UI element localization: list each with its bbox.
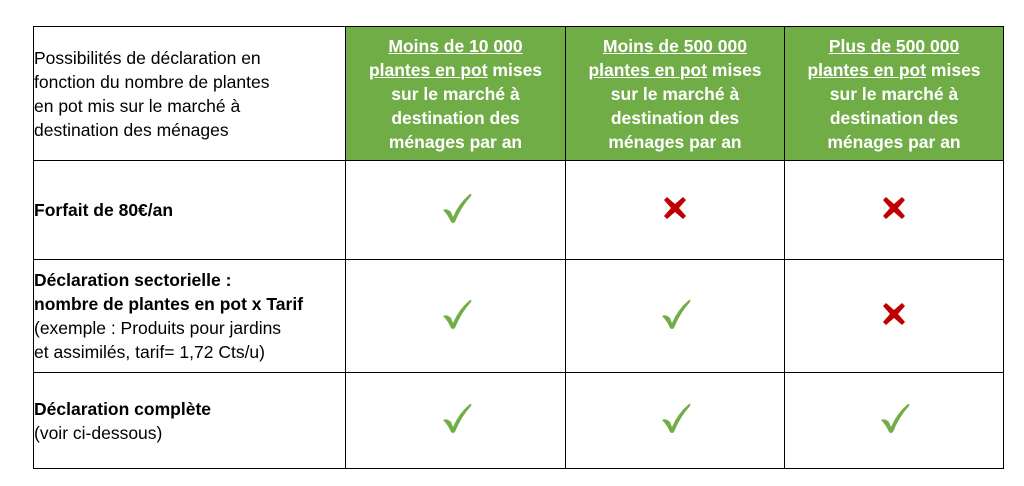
check-icon bbox=[439, 401, 473, 440]
row-label-note: (voir ci-dessous) bbox=[34, 422, 163, 443]
table-row bbox=[34, 260, 1004, 373]
row-label-bold: Déclaration complète bbox=[34, 398, 211, 419]
column-header-under-10000 bbox=[346, 27, 566, 161]
header-line: Moins de 10 000 bbox=[388, 35, 523, 56]
corner-line: en pot mis sur le marché à bbox=[34, 95, 241, 116]
header-line: sur le marché à bbox=[829, 83, 959, 104]
cell-mark bbox=[346, 161, 566, 260]
corner-line: fonction du nombre de plantes bbox=[34, 71, 270, 92]
cell-mark bbox=[566, 260, 785, 373]
column-header-under-500000 bbox=[566, 27, 785, 161]
header-line: plantes en pot bbox=[588, 59, 708, 80]
row-label-sectorielle bbox=[34, 260, 346, 373]
cell-mark bbox=[566, 161, 785, 260]
header-line: mises bbox=[487, 59, 543, 80]
check-icon bbox=[439, 297, 473, 336]
cell-mark bbox=[566, 373, 785, 469]
row-label-bold: nombre de plantes en pot x Tarif bbox=[34, 294, 304, 314]
header-line: destination des bbox=[391, 107, 520, 128]
row-label-complete bbox=[34, 373, 346, 469]
check-icon bbox=[658, 297, 692, 336]
header-line: sur le marché à bbox=[610, 83, 740, 104]
header-line: sur le marché à bbox=[391, 83, 520, 104]
declaration-table bbox=[33, 26, 1004, 469]
header-line: plantes en pot bbox=[807, 59, 927, 80]
check-icon bbox=[877, 401, 911, 440]
cell-mark bbox=[785, 260, 1004, 373]
header-row bbox=[34, 27, 1004, 161]
corner-description bbox=[34, 27, 346, 161]
header-line: plantes en pot bbox=[368, 59, 488, 80]
row-label-bold: Forfait de 80€/an bbox=[34, 200, 174, 220]
header-line: mises bbox=[707, 59, 762, 80]
column-header-over-500000 bbox=[785, 27, 1004, 161]
header-line: destination des bbox=[610, 107, 740, 128]
cell-mark bbox=[346, 373, 566, 469]
table-row bbox=[34, 373, 1004, 469]
cross-icon bbox=[660, 193, 690, 228]
cross-icon bbox=[879, 193, 909, 228]
check-icon bbox=[439, 191, 473, 230]
corner-line: destination des ménages bbox=[34, 119, 229, 140]
row-label-note: (exemple : Produits pour jardins bbox=[34, 318, 282, 338]
row-label-forfait bbox=[34, 161, 346, 260]
check-icon bbox=[658, 401, 692, 440]
table-row bbox=[34, 161, 1004, 260]
header-line: ménages par an bbox=[608, 131, 742, 152]
cell-mark bbox=[785, 161, 1004, 260]
header-line: mises bbox=[926, 59, 981, 80]
header-line: destination des bbox=[829, 107, 959, 128]
cell-mark bbox=[346, 260, 566, 373]
header-line: ménages par an bbox=[388, 131, 523, 152]
header-line: Plus de 500 000 bbox=[828, 35, 960, 56]
cross-icon bbox=[879, 299, 909, 334]
cell-mark bbox=[785, 373, 1004, 469]
header-line: Moins de 500 000 bbox=[603, 35, 747, 56]
row-label-bold: Déclaration sectorielle : bbox=[34, 270, 232, 290]
corner-line: Possibilités de déclaration en bbox=[34, 47, 261, 68]
row-label-note: et assimilés, tarif= 1,72 Cts/u) bbox=[34, 342, 265, 362]
header-line: ménages par an bbox=[827, 131, 961, 152]
